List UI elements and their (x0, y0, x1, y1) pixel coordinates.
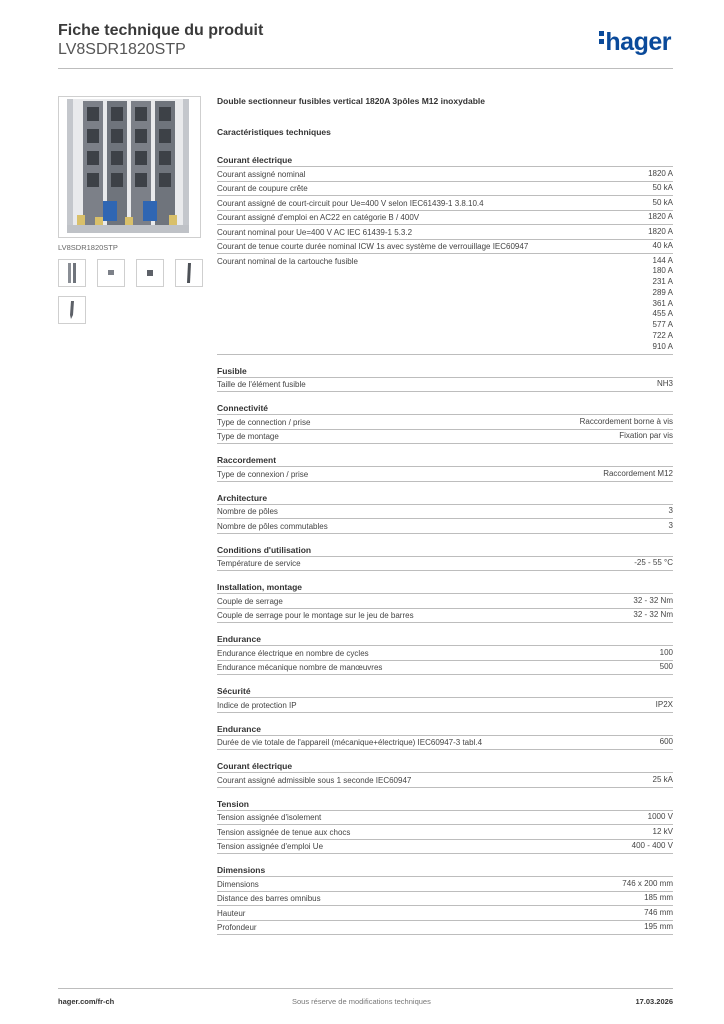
spec-label: Courant assigné de court-circuit pour Ue=400 V selon IEC61439-1 3.8.10.4 (217, 198, 484, 208)
product-description: Double sectionneur fusibles vertical 1820A 3pôles M12 inoxydable (217, 96, 485, 106)
spec-value-line: 32 - 32 Nm (633, 595, 673, 605)
page-footer (58, 997, 673, 1009)
spec-group-title: Courant électrique (217, 760, 673, 773)
spec-value-line: 100 (659, 647, 673, 657)
spec-group-title: Dimensions (217, 864, 673, 877)
spec-value-line: 25 kA (652, 774, 673, 784)
spec-group (217, 365, 673, 393)
product-image[interactable] (58, 96, 201, 238)
logo-text: hager (605, 28, 671, 56)
spec-value-line: 180 A (652, 266, 673, 276)
spec-row (217, 254, 673, 355)
spec-value (660, 737, 673, 748)
spec-label: Type de connexion / prise (217, 469, 309, 479)
spec-value (622, 879, 673, 890)
spec-row (217, 921, 673, 936)
spec-value-line: 455 A (652, 309, 673, 319)
spec-group (217, 402, 673, 444)
spec-row (217, 240, 673, 255)
thumbnail-detail-view[interactable] (97, 259, 125, 287)
spec-label: Endurance mécanique nombre de manœuvres (217, 663, 383, 673)
spec-label: Courant nominal de la cartouche fusible (217, 256, 358, 266)
spec-group (217, 685, 673, 713)
spec-value (648, 169, 673, 180)
thumbnail-detail-icon (98, 260, 124, 286)
thumbnail-handle-view[interactable] (58, 296, 86, 324)
spec-row (217, 892, 673, 907)
spec-row (217, 519, 673, 534)
characteristics-title: Caractéristiques techniques (217, 127, 331, 137)
spec-label: Couple de serrage (217, 596, 283, 606)
spec-label: Courant assigné nominal (217, 169, 306, 179)
spec-group-title: Connectivité (217, 402, 673, 415)
spec-value-line: 746 x 200 mm (622, 878, 673, 888)
spec-row (217, 467, 673, 482)
spec-value (669, 506, 673, 517)
spec-value-line: 50 kA (652, 197, 673, 207)
page-header (58, 22, 673, 70)
technical-sheet (217, 96, 673, 945)
spec-group (217, 544, 673, 572)
footer-website-link[interactable]: hager.com/fr-ch (58, 997, 115, 1006)
spec-row (217, 811, 673, 826)
spec-value (648, 812, 673, 823)
spec-group (217, 492, 673, 534)
spec-value (632, 841, 673, 852)
spec-row (217, 415, 673, 430)
spec-group (217, 581, 673, 623)
document-title: Fiche technique du produit (58, 22, 264, 39)
spec-value-line: 1000 V (647, 812, 673, 822)
spec-group-title: Sécurité (217, 685, 673, 698)
spec-value (653, 827, 673, 838)
spec-value-line: NH3 (656, 379, 673, 389)
spec-label: Tension assignée d'isolement (217, 813, 322, 823)
spec-value-line: 231 A (652, 277, 673, 287)
spec-group-title: Conditions d'utilisation (217, 544, 673, 557)
spec-group (217, 798, 673, 855)
thumbnail-detail-view-2[interactable] (136, 259, 164, 287)
spec-label: Hauteur (217, 908, 246, 918)
thumbnail-side-view[interactable] (175, 259, 203, 287)
thumbnail-front-icon (59, 260, 85, 286)
characteristics-groups (217, 154, 673, 935)
spec-label: Indice de protection IP (217, 700, 297, 710)
spec-value-line: 50 kA (652, 183, 673, 192)
spec-value (644, 893, 673, 904)
spec-label: Couple de serrage pour le montage sur le jeu de barres (217, 611, 414, 621)
spec-label: Courant assigné d'emploi en AC22 en catégorie B / 400V (217, 213, 420, 222)
spec-row (217, 825, 673, 840)
spec-group (217, 454, 673, 482)
spec-row (217, 609, 673, 624)
spec-group (217, 864, 673, 935)
image-caption: LV8SDR1820STP (58, 243, 118, 252)
thumbnail-detail-2-icon (137, 260, 163, 286)
header-divider (58, 68, 673, 69)
spec-value-line: IP2X (655, 699, 673, 709)
spec-value (669, 521, 673, 532)
spec-value-line: Raccordement M12 (603, 468, 673, 478)
spec-row (217, 773, 673, 788)
spec-group (217, 723, 673, 751)
spec-label: Durée de vie totale de l'appareil (mécanique+électrique) IEC60947-3 tabl.4 (217, 738, 483, 748)
spec-group-title: Endurance (217, 633, 673, 646)
spec-value-line: 577 A (652, 320, 673, 330)
spec-value-line: 1820 A (648, 212, 673, 221)
spec-value-line: 185 mm (644, 893, 673, 903)
spec-label: Courant de tenue courte durée nominal ICW 1s avec système de verrouillage IEC60947 (217, 242, 529, 251)
spec-value-line: 1820 A (648, 226, 673, 236)
spec-group-title: Installation, montage (217, 581, 673, 594)
spec-row (217, 594, 673, 609)
spec-value (644, 922, 673, 933)
spec-value (660, 648, 673, 659)
spec-value (653, 241, 673, 252)
spec-row (217, 646, 673, 661)
thumbnail-front-view[interactable] (58, 259, 86, 287)
hager-logo (599, 28, 671, 57)
spec-value-line: 722 A (652, 331, 673, 341)
spec-value-line: 32 - 32 Nm (633, 610, 673, 620)
spec-row (217, 906, 673, 921)
spec-row (217, 877, 673, 892)
spec-row (217, 736, 673, 751)
spec-value (603, 469, 673, 480)
product-reference: LV8SDR1820STP (58, 41, 186, 58)
spec-value-line: 12 kV (652, 826, 673, 836)
spec-value-line: 361 A (652, 298, 673, 308)
spec-row (217, 225, 673, 240)
spec-value (633, 610, 673, 621)
spec-value-line: 289 A (652, 287, 673, 297)
spec-label: Température de service (217, 559, 301, 569)
spec-value-line: 3 (668, 506, 673, 516)
spec-value (648, 212, 673, 223)
spec-label: Nombre de pôles commutables (217, 521, 328, 531)
spec-value (657, 379, 673, 390)
spec-value-line: 1820 A (648, 168, 673, 178)
spec-value (580, 417, 673, 428)
spec-row (217, 661, 673, 676)
thumbnail-gallery (58, 259, 208, 324)
fuse-switch-picture-icon (59, 97, 200, 237)
spec-value (634, 558, 673, 569)
spec-row (217, 698, 673, 713)
spec-value-line: 40 kA (652, 241, 673, 250)
spec-label: Dimensions (217, 879, 259, 889)
spec-group-title: Architecture (217, 492, 673, 505)
spec-row (217, 196, 673, 211)
spec-label: Endurance électrique en nombre de cycles (217, 648, 369, 658)
spec-group-title: Courant électrique (217, 154, 673, 167)
spec-value (656, 700, 673, 711)
footer-divider (58, 988, 673, 989)
spec-group-title: Endurance (217, 723, 673, 736)
spec-value (653, 198, 673, 209)
spec-value-line: 400 - 400 V (631, 841, 673, 851)
spec-row (217, 378, 673, 393)
spec-value-line: Raccordement borne à vis (579, 416, 673, 426)
spec-value (653, 183, 673, 194)
spec-value (660, 662, 673, 673)
spec-value-line: 500 (659, 662, 673, 672)
spec-value (633, 596, 673, 607)
spec-value-line: 3 (668, 520, 673, 530)
spec-label: Type de connection / prise (217, 417, 311, 427)
footer-notice: Sous réserve de modifications techniques (292, 997, 431, 1006)
spec-label: Nombre de pôles (217, 507, 278, 517)
spec-label: Courant nominal pour Ue=400 V AC IEC 61439-1 5.3.2 (217, 227, 413, 237)
spec-row (217, 182, 673, 197)
spec-label: Profondeur (217, 923, 257, 933)
spec-label: Courant assigné admissible sous 1 seconde IEC60947 (217, 775, 412, 785)
spec-value-line: 144 A (652, 255, 673, 265)
product-media (58, 96, 201, 324)
spec-row (217, 505, 673, 520)
spec-value-line: 600 (659, 737, 673, 747)
footer-date: 17.03.2026 (635, 997, 673, 1006)
spec-value (653, 775, 673, 786)
thumbnail-handle-icon (59, 297, 85, 323)
spec-group (217, 154, 673, 355)
spec-group-title: Fusible (217, 365, 673, 378)
spec-row (217, 840, 673, 855)
spec-value-line: 910 A (652, 341, 673, 351)
spec-group (217, 760, 673, 788)
spec-value-line: 195 mm (644, 922, 673, 932)
spec-label: Distance des barres omnibus (217, 894, 321, 904)
spec-row (217, 211, 673, 226)
spec-label: Courant de coupure crête (217, 184, 308, 193)
spec-group-title: Tension (217, 798, 673, 811)
spec-value (648, 227, 673, 238)
logo-dots-icon (599, 31, 604, 47)
spec-label: Type de montage (217, 432, 279, 442)
thumbnail-side-icon (176, 260, 202, 286)
spec-value (653, 256, 673, 353)
spec-value (644, 908, 673, 919)
spec-value-line: 746 mm (644, 907, 673, 917)
spec-value (619, 431, 673, 442)
spec-label: Tension assignée d'emploi Ue (217, 842, 324, 852)
spec-row (217, 167, 673, 182)
spec-row (217, 430, 673, 445)
spec-row (217, 557, 673, 572)
spec-value-line: -25 - 55 °C (634, 558, 673, 568)
spec-value-line: Fixation par vis (619, 431, 673, 441)
spec-group (217, 633, 673, 675)
spec-label: Tension assignée de tenue aux chocs (217, 827, 351, 837)
spec-group-title: Raccordement (217, 454, 673, 467)
spec-label: Taille de l'élément fusible (217, 380, 306, 390)
